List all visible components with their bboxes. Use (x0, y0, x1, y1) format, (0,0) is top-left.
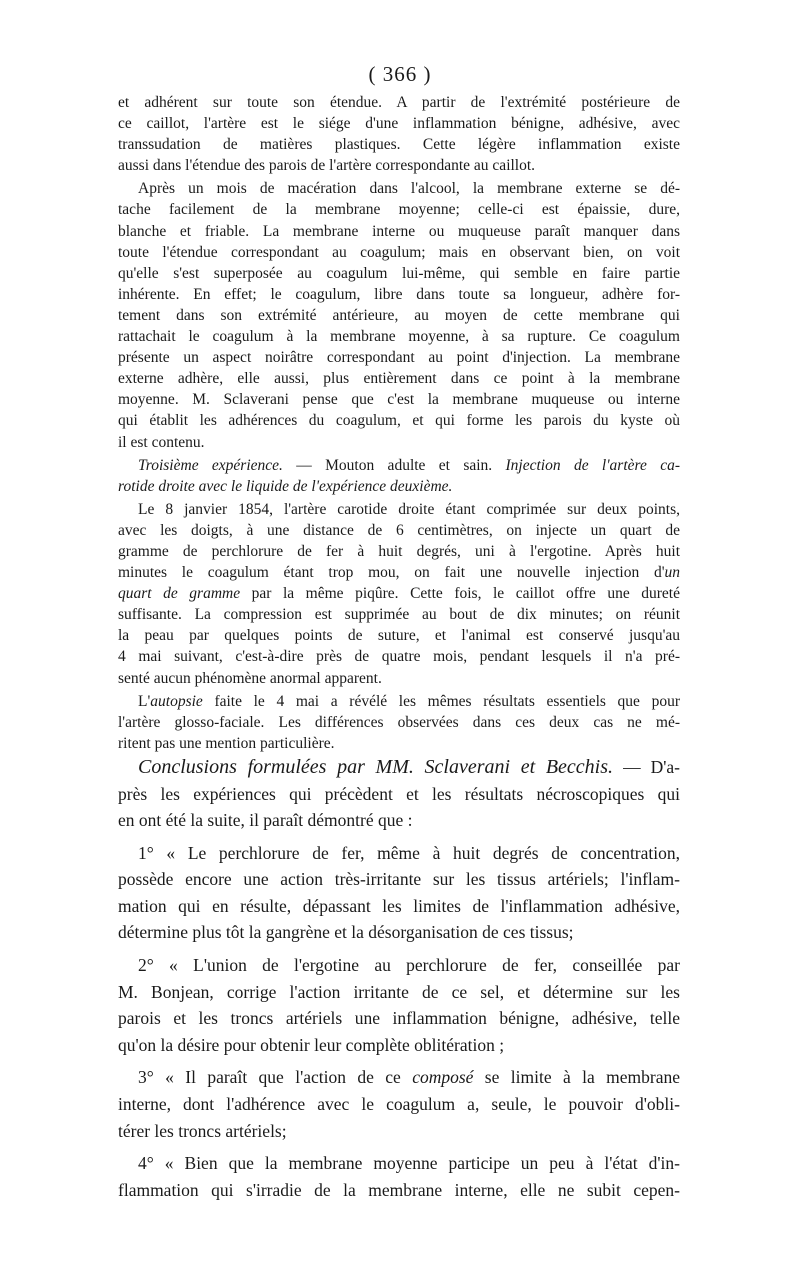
text-span: faite le 4 mai a révélé les mêmes résultats essentiels que pour (202, 692, 680, 710)
text-line: senté aucun phénomène anormal apparent. (118, 669, 382, 687)
experiment-injection: Injection de l'artère ca- (505, 456, 681, 474)
text-span: se limite à la membrane (473, 1067, 680, 1088)
text-span: — D'a- (613, 756, 680, 777)
text-line: qui établit les adhérences du coagulum, et qui forme les parois du kyste où (118, 412, 680, 430)
text-line: rattachait le coagulum à la membrane moyenne, à sa rupture. Ce coagulum (118, 328, 680, 346)
text-span: par la même piqûre. Cette fois, le caillot offre une dureté (240, 585, 680, 603)
text-line: ritent pas une mention particulière. (118, 734, 335, 752)
text-line: en ont été la suite, il paraît démontré que : (118, 810, 413, 831)
text-line: flammation qui s'irradie de la membrane interne, elle ne subit cepen- (118, 1179, 680, 1200)
text-line: inhérente. En effet; le coagulum, libre dans toute sa longueur, adhère for- (118, 285, 680, 303)
paragraph-conclusions (118, 754, 680, 834)
text-line: et adhérent sur toute son étendue. A partir de l'extrémité postérieure de (118, 94, 680, 111)
body-text (118, 92, 680, 1203)
text-line (118, 691, 680, 712)
text-line: suffisante. La compression est supprimée au bout de dix minutes; on réunit (118, 606, 680, 624)
text-line (118, 1064, 680, 1091)
text-line: ce caillot, l'artère est le siége d'une inflammation bénigne, adhésive, avec (118, 115, 680, 133)
text-span: L' (138, 692, 151, 710)
text-line: moyenne. M. Sclaverani pense que c'est la membrane muqueuse ou interne (118, 391, 680, 409)
text-span-italic: un (664, 564, 680, 582)
text-line: externe adhère, elle aussi, plus entièrement dans ce point à la membrane (118, 370, 680, 388)
text-line (118, 583, 680, 604)
conclusion-item-2 (118, 952, 680, 1058)
paragraph (118, 92, 680, 176)
text-line: présente un aspect noirâtre correspondant au point d'injection. La membrane (118, 349, 680, 367)
page-number: ( 366 ) (368, 62, 432, 86)
text-line: mation qui en résulte, dépassant les limites de l'inflammation adhésive, (118, 895, 680, 916)
text-line (118, 562, 680, 583)
text-line: aussi dans l'étendue des parois de l'artère correspondante au caillot. (118, 157, 536, 175)
conclusion-item-4 (118, 1150, 680, 1203)
text-line: blanche et friable. La membrane interne ou muqueuse paraît manquer dans (118, 222, 680, 240)
paragraph-experiment-heading (118, 455, 680, 497)
text-span-italic: autopsie (150, 692, 203, 710)
text-line: possède encore une action très-irritante sur les tissus artériels; l'inflam- (118, 869, 680, 890)
text-line: parois et les troncs artériels une inflammation bénigne, adhésive, telle (118, 1008, 680, 1029)
text-span: 3° « Il paraît que l'action de ce (138, 1067, 413, 1088)
experiment-subject: — Mouton adulte et sain. (282, 456, 506, 474)
text-line: détermine plus tôt la gangrène et la désorganisation de ces tissus; (118, 922, 574, 943)
text-line (118, 754, 680, 781)
conclusion-item-1 (118, 840, 680, 946)
text-line: la peau par quelques points de suture, et l'animal est conservé jusqu'au (118, 627, 680, 645)
text-line: il est contenu. (118, 433, 205, 451)
text-line: qu'elle s'est superposée au coagulum lui-même, qui semble en faire partie (118, 264, 680, 282)
text-line: transsudation de matières plastiques. Cette légère inflammation existe (118, 136, 680, 154)
experiment-title: Troisième expérience. (138, 456, 283, 474)
text-line: 1° « Le perchlorure de fer, même à huit degrés de concentration, (138, 842, 680, 863)
text-span-italic: composé (412, 1067, 474, 1088)
text-line: 2° « L'union de l'ergotine au perchlorure de fer, conseillée par (138, 955, 680, 976)
text-span: minutes le coagulum étant trop mou, on fait une nouvelle injection d' (118, 564, 665, 582)
text-line: 4 mai suivant, c'est-à-dire près de quatre mois, pendant lesquels il n'a pré- (118, 648, 680, 666)
paragraph (118, 499, 680, 689)
text-line: gramme de perchlorure de fer à huit degrés, uni à l'ergotine. Après huit (118, 542, 680, 560)
text-line: Après un mois de macération dans l'alcool, la membrane externe se dé- (138, 180, 680, 198)
conclusions-heading: Conclusions formulées par MM. Sclaverani et Becchis. (138, 755, 614, 778)
conclusion-item-3 (118, 1064, 680, 1144)
text-line: tache facilement de la membrane moyenne; celle-ci est épaissie, dure, (118, 201, 680, 219)
paragraph (118, 691, 680, 754)
text-line: qu'on la désire pour obtenir leur complète oblitération ; (118, 1034, 505, 1055)
text-line: rotide droite avec le liquide de l'expérience deuxième. (118, 477, 453, 495)
text-line: près les expériences qui précèdent et les résultats nécroscopiques qui (118, 783, 680, 804)
text-line (118, 455, 680, 476)
paragraph (118, 178, 680, 452)
text-line: toute l'étendue correspondant au coagulum; mais en observant bien, on voit (118, 243, 680, 261)
text-line: M. Bonjean, corrige l'action irritante de ce sel, et détermine sur les (118, 981, 680, 1002)
text-line: tement dans son extrémité antérieure, au moyen de cette membrane qui (118, 306, 680, 324)
text-line: avec les doigts, à une distance de 6 centimètres, on injecte un quart de (118, 521, 680, 539)
text-line: interne, dont l'adhérence avec le coagulum a, seule, le pouvoir d'obli- (118, 1094, 680, 1115)
text-line: térer les troncs artériels; (118, 1120, 287, 1141)
text-line: l'artère glosso-faciale. Les différences observées dans ces deux cas ne mé- (118, 713, 680, 731)
text-span-italic: quart de gramme (118, 585, 241, 603)
text-line: Le 8 janvier 1854, l'artère carotide droite étant comprimée sur deux points, (138, 500, 680, 518)
text-line: 4° « Bien que la membrane moyenne participe un peu à l'état d'in- (138, 1153, 680, 1174)
